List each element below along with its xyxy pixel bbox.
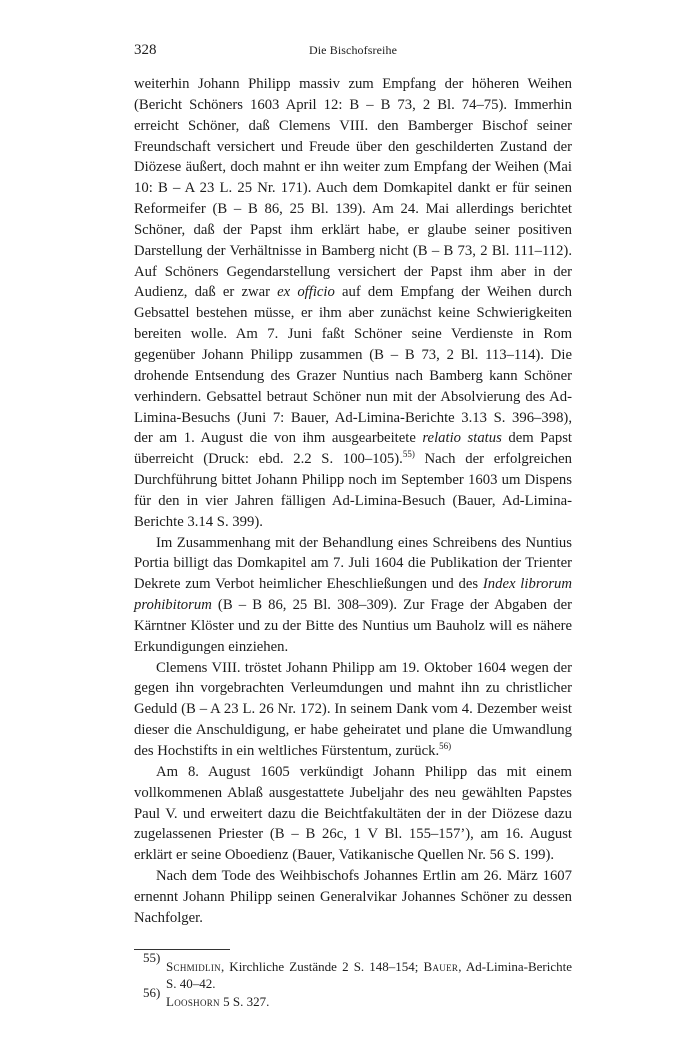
text-run: (B – B 86, 25 Bl. 308–309). Zur Frage der Abgaben der Kärntner Klöster und zu der Bitte des Nuntius um Bauholz will es nähere Erkundigungen einziehen. — [134, 597, 572, 655]
paragraph — [134, 74, 572, 533]
running-title: Die Bischofsreihe — [308, 43, 397, 57]
italic-term: relatio status — [422, 430, 502, 447]
text-run: Nach der erfolgreichen Durchführung bittet Johann Philipp noch im September 1603 um Dispens für den in vier Jahren fälligen Ad-Limina-Besuch (Bauer, Ad-Limina-Berichte 3.14 S. 399). — [134, 451, 572, 530]
paragraph — [134, 658, 572, 762]
author-name: Schmidlin — [166, 958, 221, 974]
page-number: 328 — [134, 42, 157, 58]
text-run: dem Papst überreicht (Druck: ebd. 2.2 S. 100–105). — [134, 430, 572, 468]
text-run: 5 S. 327. — [219, 993, 270, 1009]
italic-term: ex officio — [277, 284, 335, 301]
italic-term: Index librorum prohibitorum — [134, 576, 572, 614]
footnote-reference: 55) — [402, 449, 415, 460]
author-name: Bauer — [423, 958, 459, 974]
page-header — [134, 42, 572, 64]
text-run: Nach dem Tode des Weihbischofs Johannes Ertlin am 26. März 1607 ernennt Johann Philipp seinen Generalvikar Johannes Schöner zu dessen Nachfolger. — [134, 868, 572, 926]
paragraph — [134, 762, 572, 866]
text-run: weiterhin Johann Philipp massiv zum Empfang der höheren Weihen (Bericht Schöners 1603 April 12: B – B 73, 2 Bl. 74–75). Immerhin erreicht Schöner, daß Clemens VIII. den Bamberger Bischof seiner Freundschaft versichert und Freude über den geschilderten Zustand der Diözese äußert, doch mahnt er ihn weiter zum Empfang der Weihen (Mai 10: B – A 23 L. 25 Nr. 171). Auch dem Domkapitel dankt er für seinen Reformeifer (B – B 86, 25 Bl. 139). Am 24. Mai allerdings berichtet Schöner, daß der Papst ihm erklärt habe, er glaube seiner positiven Darstellung der Verhältnisse in Bamberg nicht (B – B 73, 2 Bl. 111–112). Auf Schöners Gegendarstellung versichert der Papst ihm aber in der Audienz, daß er zwar — [134, 76, 572, 301]
text-run: Am 8. August 1605 verkündigt Johann Philipp das mit einem vollkommenen Ablaß ausgestattete Jubeljahr des neu gewählten Papstes Paul V. und erweitert dazu die Beichtfakultäten der in der Diözese dazu zugelassenen Priester (B – B 26c, 1 V Bl. 155–157’), am 16. August erklärt er seine Oboedienz (Bauer, Vatikanische Quellen Nr. 56 S. 199). — [134, 763, 572, 864]
footnote-reference: 56) — [439, 741, 452, 751]
page — [134, 42, 572, 1011]
text-run: auf dem Empfang der Weihen durch Gebsattel bestehen müsse, er ihm aber zunächst keine Schwierigkeiten bereiten wolle. Am 7. Juni faßt Schöner seine Verdienste in Rom gegenüber Johann Philipp zusammen (B – B 73, 2 Bl. 113–114). Die drohende Entsendung des Grazer Nuntius nach Bamberg kann Schöner verhindern. Gebsattel betraut Schöner nun mit der Absolvierung des Ad-Limina-Besuchs (Juni 7: Bauer, Ad-Limina-Berichte 3.13 S. 396–398), der am 1. August die von ihm ausgearbeitete — [134, 284, 572, 447]
footnote: 56) Looshorn 5 S. 327. — [143, 984, 270, 1009]
body-text — [134, 74, 572, 929]
text-run: , Kirchliche Zustände 2 S. 148–154; — [220, 958, 424, 974]
author-name: Looshorn — [166, 993, 220, 1009]
footnotes — [134, 949, 572, 1010]
paragraph — [134, 533, 572, 658]
paragraph — [134, 866, 572, 929]
footnote: 55) Schmidlin, Kirchliche Zustände 2 S. 148–154; Bauer, Ad-Limina-Berichte S. 40–42. — [143, 949, 572, 991]
text-run: Im Zusammenhang mit der Behandlung eines Schreibens des Nuntius Portia billigt das Domkapitel am 7. Juli 1604 die Publikation der Trienter Dekrete zum Verbot heimlicher Eheschließungen und des — [134, 534, 572, 593]
text-run: Clemens VIII. tröstet Johann Philipp am 19. Oktober 1604 wegen der gegen ihn vorgebrachten Verleumdungen und mahnt ihn zu christlicher Geduld (B – A 23 L. 26 Nr. 172). In seinem Dank vom 4. Dezember weist dieser die Anschuldigung, er habe geheiratet und plane die Umwandlung des Hochstifts in ein weltliches Fürstentum, zurück. — [134, 659, 572, 759]
text-run: , Ad-Limina-Berichte S. 40–42. — [166, 958, 572, 991]
